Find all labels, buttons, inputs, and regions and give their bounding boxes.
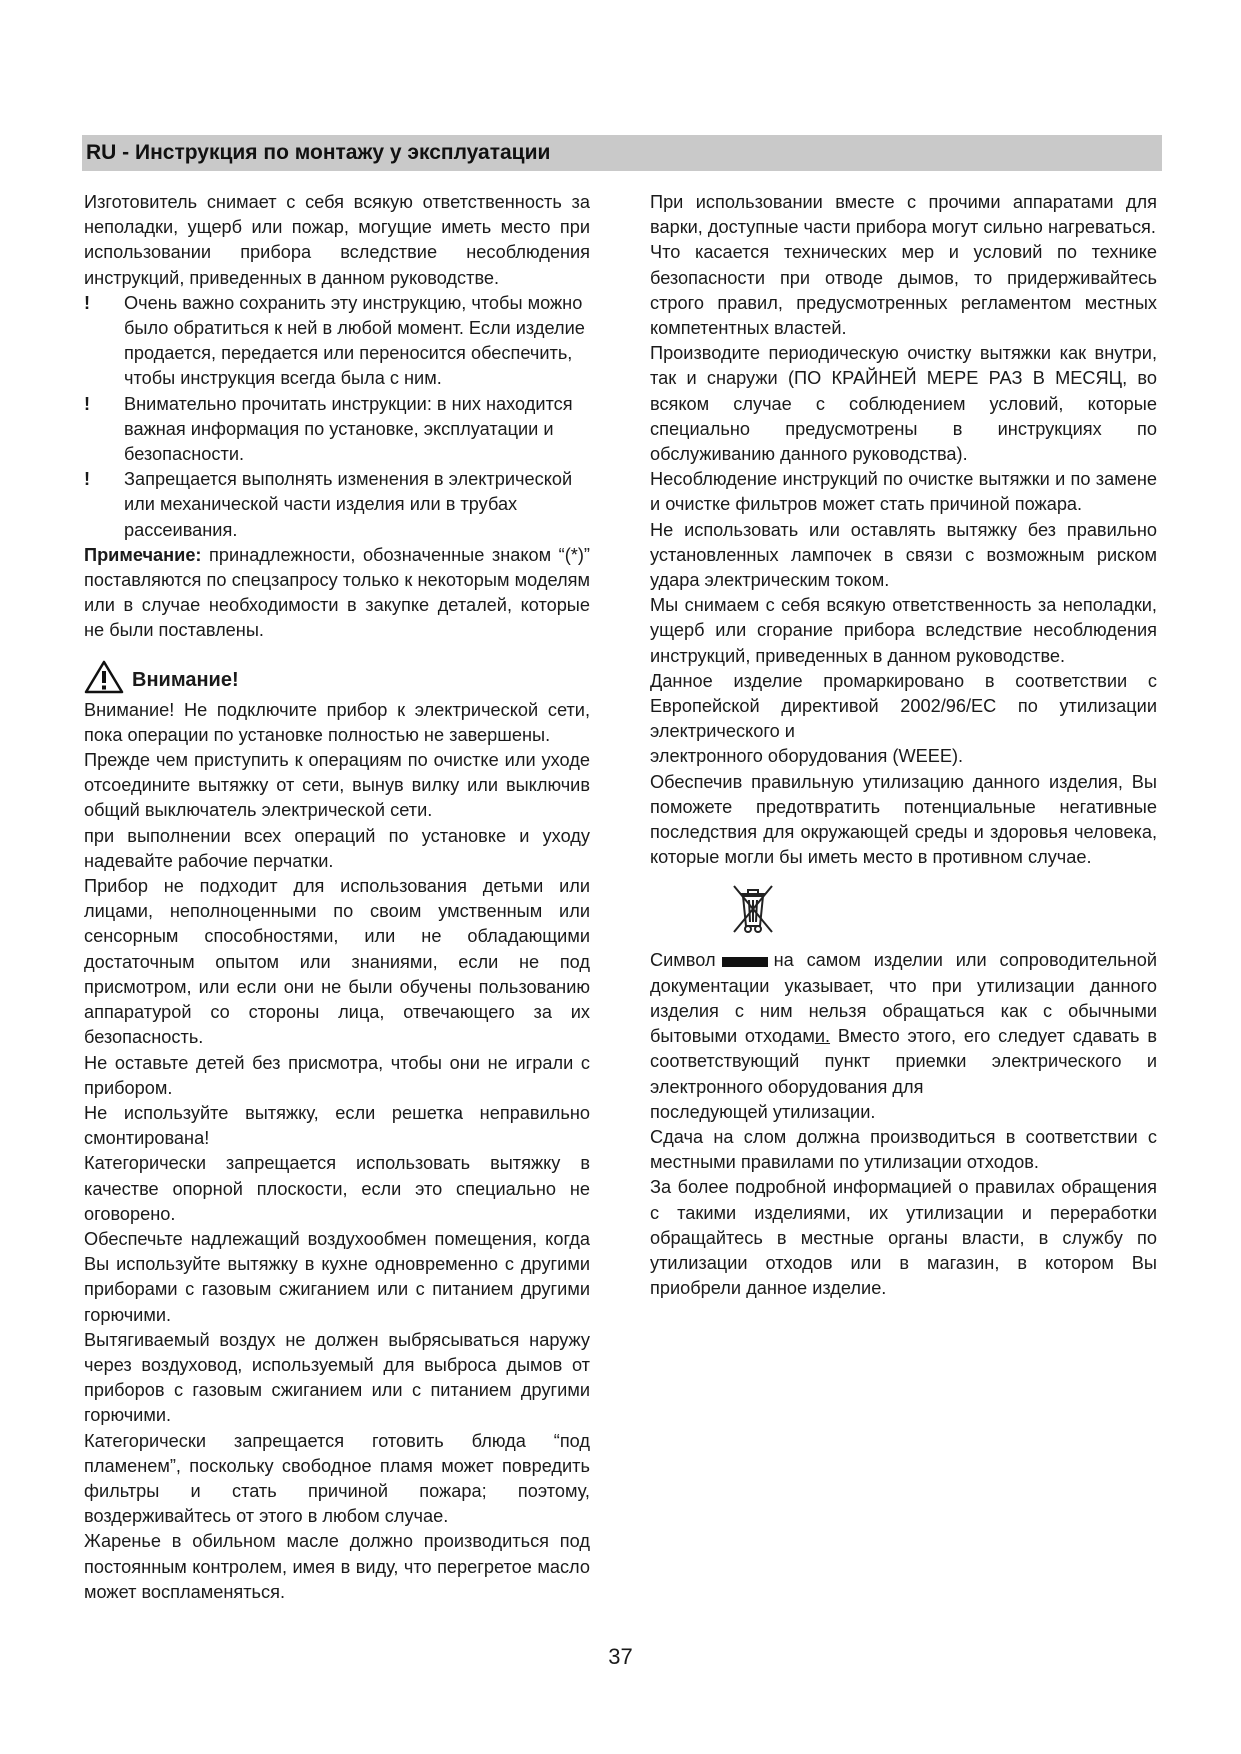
info-paragraph: Производите периодическую очистку вытяжки как внутри, так и снаружи (ПО КРАЙНЕЙ МЕРЕ РАЗ В МЕСЯЦ, во всяком случае с соблюдением условий, которые специально предусмотрены в инструкциях по обслуживанию данного руководства). <box>650 343 1157 465</box>
symbol-paragraph-end: последующей утилизации. <box>650 1101 876 1122</box>
symbol-word: Символ <box>650 950 716 971</box>
safety-paragraph: Категорически запрещается использовать вытяжку в качестве опорной плоскости, если это специально не оговорено. <box>84 1153 590 1224</box>
info-paragraph: Мы снимаем с себя всякую ответственность за неполадки, ущерб или сгорание прибора вследствие несоблюдения инструкций, приведенных в данном руководстве. <box>650 595 1157 666</box>
safety-paragraph: Прежде чем приступить к операциям по очистке или уходе отсоедините вытяжку от сети, вынув вилку или выключив общий выключатель электрической сети. <box>84 750 590 821</box>
final-paragraph: За более подробной информацией о правилах обращения с такими изделиями, их утилизации и переработки обращайтесь в местные органы власти, в службу по утилизации отходов или в магазин, в котором Вы приобрели данное изделие. <box>650 1177 1157 1299</box>
exclamation-mark: ! <box>84 292 91 313</box>
note-label: Примечание: <box>84 544 202 565</box>
warning-text: Очень важно сохранить эту инструкцию, чтобы можно было обратиться к ней в любой момент. Если изделие продается, передается или переносится обеспечить, чтобы инструкция всегда была с ним. <box>124 292 585 389</box>
warning-item <box>84 291 590 392</box>
right-column <box>650 190 1157 1301</box>
weee-bin-container <box>728 880 1157 936</box>
safety-paragraph: Вытягиваемый воздух не должен выбрясываться наружу через воздуховод, используемый для выброса дымов от приборов с газовым сжиганием или с питанием другими горючими. <box>84 1329 590 1426</box>
info-paragraph: Что касается технических мер и условий по технике безопасности при отводе дымов, то придерживайтесь строго правил, предусмотренных регламентом местных компетентных властей. <box>650 242 1157 339</box>
symbol-text-b: Вместо этого, его следует сдавать в соответствующий пункт приемки электрического и электронного оборудования для <box>650 1026 1157 1097</box>
final-paragraph: Сдача на слом должна производиться в соответствии с местными правилами по утилизации отходов. <box>650 1126 1157 1173</box>
safety-paragraph: Не оставьте детей без присмотра, чтобы они не играли с прибором. <box>84 1052 590 1098</box>
info-paragraph: Несоблюдение инструкций по очистке вытяжки и по замене и очистке фильтров может стать причиной пожара. <box>650 469 1157 515</box>
safety-paragraph: Не используйте вытяжку, если решетка неправильно смонтирована! <box>84 1102 590 1149</box>
info-paragraph: При использовании вместе с прочими аппаратами для варки, доступные части прибора могут сильно нагреваться. <box>650 192 1157 238</box>
symbol-paragraph <box>650 948 1157 1099</box>
section-title: RU - Инструкция по монтажу у эксплуатации <box>86 141 551 164</box>
weee-paragraph-end: электронного оборудования (WEEE). <box>650 746 964 767</box>
exclamation-mark: ! <box>84 393 91 414</box>
safety-paragraph: Обеспечьте надлежащий воздухообмен помещения, когда Вы используйте вытяжку в кухне одновременно с другими приборами с газовым сжиганием или с питанием другими горючими. <box>84 1228 590 1325</box>
warning-text: Внимательно прочитать инструкции: в них находится важная информация по установке, эксплуатации и безопасности. <box>124 393 573 465</box>
page-number: 37 <box>608 1644 633 1669</box>
info-paragraph: Не использовать или оставлять вытяжку без правильно установленных лампочек в связи с возможным риском удара электрическим током. <box>650 519 1157 591</box>
safety-paragraph: при выполнении всех операций по установке и уходу надевайте рабочие перчатки. <box>84 825 590 871</box>
left-column <box>84 190 590 1605</box>
warning-item <box>84 467 590 543</box>
safety-paragraph: Жаренье в обильном масле должно производиться под постоянным контролем, имея в виду, что перегретое масло может воспламеняться. <box>84 1531 590 1602</box>
symbol-text-a: на самом изделии или сопроводительной документации указывает, что при утилизации данного изделия с ним нельзя обращаться как с обычными бытовыми отходам <box>650 950 1157 1047</box>
disposal-paragraph: Обеспечив правильную утилизацию данного изделия, Вы поможете предотвратить потенциальные негативные последствия для окружающей среды и здоровья человека, которые могли бы иметь место в противном случае. <box>650 771 1157 868</box>
exclamation-mark: ! <box>84 469 91 490</box>
safety-paragraph: Прибор не подходит для использования детьми или лицами, неполноценными по своим умственным или сенсорным способностями, или не обладающими достаточным опытом или знаниями, если не под присмотром, или если они не были обучены пользованию аппаратурой со стороны лица, отвечающего за их безопасность. <box>84 876 590 1048</box>
note-paragraph <box>84 543 590 644</box>
intro-paragraph: Изготовитель снимает с себя всякую ответственность за неполадки, ущерб или пожар, могущие иметь место при использовании прибора вследствие несоблюдения инструкций, приведенных в данном руководстве. <box>84 192 590 288</box>
warning-item <box>84 392 590 468</box>
safety-paragraph: Внимание! Не подключите прибор к электрической сети, пока операции по установке полностью не завершены. <box>84 699 590 745</box>
warning-text: Запрещается выполнять изменения в электрической или механической части изделия или в трубах рассеивания. <box>124 469 573 540</box>
crossed-out-bin-icon <box>728 880 778 936</box>
safety-paragraph: Категорически запрещается готовить блюда “под пламенем”, поскольку свободное пламя может повредить фильтры и стать причиной пожара; поэтому, воздерживайтесь от этого в любом случае. <box>84 1430 590 1527</box>
weee-paragraph: Данное изделие промаркировано в соответствии с Европейской директивой 2002/96/EC по утилизации электрического и <box>650 670 1157 742</box>
attention-heading-text: Внимание! <box>132 669 239 692</box>
section-header-bar <box>82 135 1162 171</box>
warning-triangle-icon <box>84 660 124 694</box>
attention-heading <box>84 660 590 694</box>
black-bar-symbol <box>722 957 768 967</box>
symbol-text-underlined: и. <box>814 1026 831 1047</box>
note-text: принадлежности, обозначенные знаком “(*)” поставляются по спецзапросу только к некоторым моделям или в случае необходимости в закупке деталей, которые не были поставлены. <box>84 544 590 641</box>
